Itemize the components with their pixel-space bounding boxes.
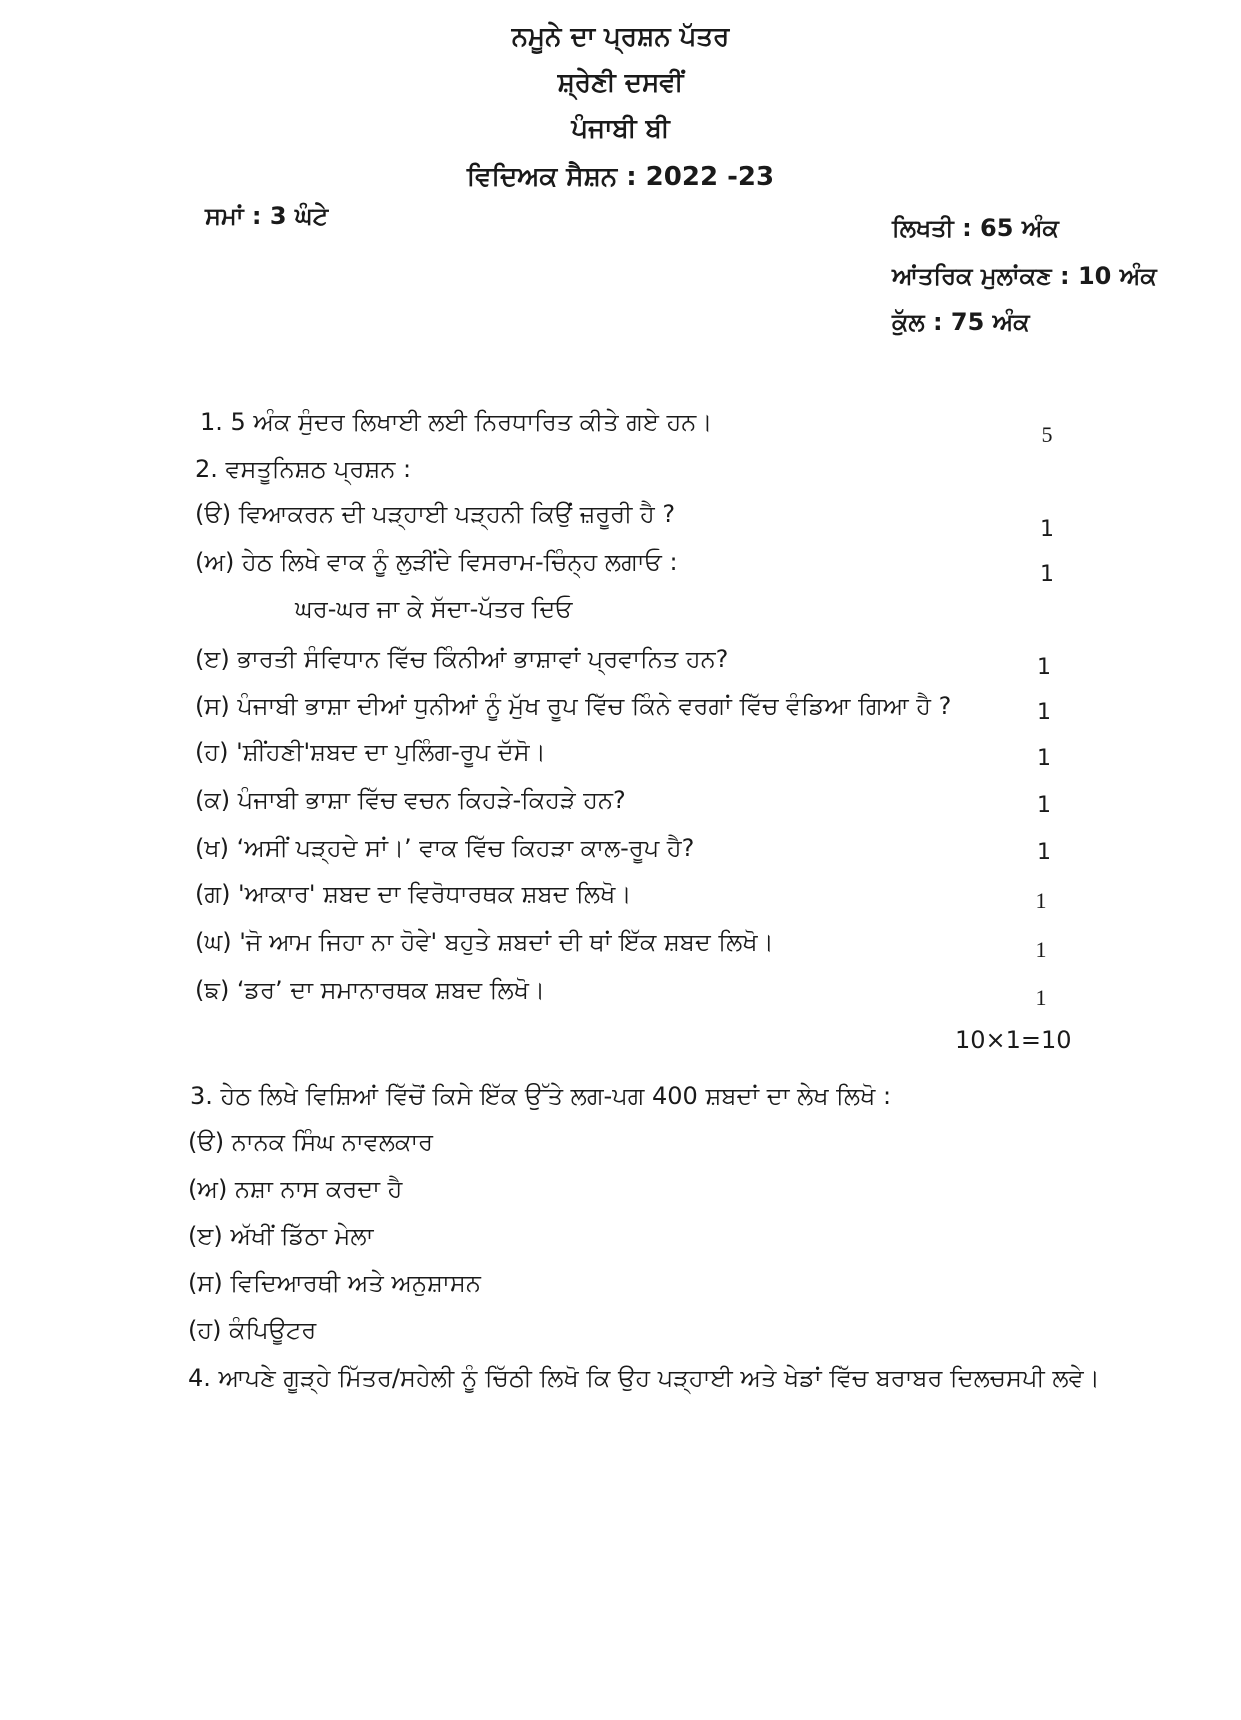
class-label: ਸ਼੍ਰੇਣੀ ਦਸਵੀਂ: [557, 68, 684, 98]
question-2-item-marks: 1: [1037, 746, 1051, 771]
question-2-item-marks: 1: [1040, 517, 1054, 542]
question-2-item: (ਹ) 'ਸ਼ੀਂਹਣੀ'ਸ਼ਬਦ ਦਾ ਪੁਲਿੰਗ-ਰੂਪ ਦੱਸੋ।: [195, 738, 546, 766]
question-2-item-marks: 1: [1037, 793, 1051, 818]
essay-option: (ੲ) ਅੱਖੀਂ ਡਿੱਠਾ ਮੇਲਾ: [188, 1222, 374, 1250]
question-2-item: (ਙ) ‘ਡਰ’ ਦਾ ਸਮਾਨਾਰਥਕ ਸ਼ਬਦ ਲਿਖੋ।: [195, 976, 546, 1004]
essay-option: (ਅ) ਨਸ਼ਾ ਨਾਸ ਕਰਦਾ ਹੈ: [188, 1175, 403, 1203]
question-3-heading: 3. ਹੇਠ ਲਿਖੇ ਵਿਸ਼ਿਆਂ ਵਿੱਚੋਂ ਕਿਸੇ ਇੱਕ ਉੱਤੇ ਲਗ-ਪਗ 400 ਸ਼ਬਦਾਂ ਦਾ ਲੇਖ ਲਿਖੋ :: [190, 1082, 892, 1110]
time-allowed: ਸਮਾਂ : 3 ਘੰਟੇ: [205, 202, 329, 230]
question-2-item: (ਅ) ਹੇਠ ਲਿਖੇ ਵਾਕ ਨੂੰ ਲੁੜੀਂਦੇ ਵਿਸਰਾਮ-ਚਿੰਨ੍ਹ ਲਗਾਓ :: [195, 548, 678, 576]
question-1: 1. 5 ਅੰਕ ਸੁੰਦਰ ਲਿਖਾਈ ਲਈ ਨਿਰਧਾਰਿਤ ਕੀਤੇ ਗਏ ਹਨ।: [200, 408, 713, 436]
essay-option: (ਸ) ਵਿਦਿਆਰਥੀ ਅਤੇ ਅਨੁਸ਼ਾਸਨ: [188, 1269, 481, 1297]
question-2-item-marks: 1: [1037, 840, 1051, 865]
paper-title: ਨਮੂਨੇ ਦਾ ਪ੍ਰਸ਼ਨ ਪੱਤਰ: [511, 22, 730, 52]
question-2-item-marks: 1: [1037, 655, 1051, 680]
question-2-item: (ੳ) ਵਿਆਕਰਨ ਦੀ ਪੜ੍ਹਾਈ ਪੜ੍ਹਨੀ ਕਿਉਂ ਜ਼ਰੂਰੀ ਹੈ ?: [195, 500, 676, 528]
question-4: 4. ਆਪਣੇ ਗੂੜ੍ਹੇ ਮਿੱਤਰ/ਸਹੇਲੀ ਨੂੰ ਚਿੱਠੀ ਲਿਖੋ ਕਿ ਉਹ ਪੜ੍ਹਾਈ ਅਤੇ ਖੇਡਾਂ ਵਿੱਚ ਬਰਾਬਰ ਦਿਲਚਸਪੀ ਲਵੇ।: [188, 1364, 1100, 1392]
subject-label: ਪੰਜਾਬੀ ਬੀ: [571, 114, 670, 144]
session-label: ਵਿਦਿਅਕ ਸੈਸ਼ਨ : 2022 -23: [466, 162, 775, 192]
question-2-item-marks: 1: [1035, 888, 1047, 913]
question-1-marks: 5: [1041, 422, 1053, 447]
question-2-item-marks: 1: [1040, 562, 1054, 587]
question-2-item: (ਸ) ਪੰਜਾਬੀ ਭਾਸ਼ਾ ਦੀਆਂ ਧੁਨੀਆਂ ਨੂੰ ਮੁੱਖ ਰੂਪ ਵਿੱਚ ਕਿੰਨੇ ਵਰਗਾਂ ਵਿੱਚ ਵੰਡਿਆ ਗਿਆ ਹੈ ?: [195, 692, 952, 720]
essay-option: (ਹ) ਕੰਪਿਊਟਰ: [188, 1316, 317, 1344]
essay-option: (ੳ) ਨਾਨਕ ਸਿੰਘ ਨਾਵਲਕਾਰ: [188, 1128, 434, 1156]
internal-assessment-marks: ਆਂਤਰਿਕ ਮੁਲਾਂਕਣ : 10 ਅੰਕ: [892, 262, 1157, 290]
question-2-heading: 2. ਵਸਤੂਨਿਸ਼ਠ ਪ੍ਰਸ਼ਨ :: [195, 455, 412, 483]
total-marks: ਕੁੱਲ : 75 ਅੰਕ: [892, 308, 1030, 336]
question-2-item: (ਖ) ‘ਅਸੀਂ ਪੜ੍ਹਦੇ ਸਾਂ।’ ਵਾਕ ਵਿੱਚ ਕਿਹੜਾ ਕਾਲ-ਰੂਪ ਹੈ?: [195, 834, 695, 862]
written-marks: ਲਿਖਤੀ : 65 ਅੰਕ: [892, 214, 1059, 242]
question-2-item-marks: 1: [1037, 700, 1051, 725]
question-2-item-marks: 1: [1035, 985, 1047, 1010]
question-2-item: (ੲ) ਭਾਰਤੀ ਸੰਵਿਧਾਨ ਵਿੱਚ ਕਿੰਨੀਆਂ ਭਾਸ਼ਾਵਾਂ ਪ੍ਰਵਾਨਿਤ ਹਨ?: [195, 645, 729, 673]
question-2-item: (ਘ) 'ਜੋ ਆਮ ਜਿਹਾ ਨਾ ਹੋਵੇ' ਬਹੁਤੇ ਸ਼ਬਦਾਂ ਦੀ ਥਾਂ ਇੱਕ ਸ਼ਬਦ ਲਿਖੋ।: [195, 928, 774, 956]
question-2-item-marks: 1: [1035, 937, 1047, 962]
question-2-item: (ਕ) ਪੰਜਾਬੀ ਭਾਸ਼ਾ ਵਿੱਚ ਵਚਨ ਕਿਹੜੇ-ਕਿਹੜੇ ਹਨ?: [195, 786, 626, 814]
question-2-total: 10×1=10: [955, 1026, 1072, 1054]
punctuation-sentence: ਘਰ-ਘਰ ਜਾ ਕੇ ਸੱਦਾ-ਪੱਤਰ ਦਿਓ: [295, 595, 573, 623]
question-2-item: (ਗ) 'ਆਕਾਰ' ਸ਼ਬਦ ਦਾ ਵਿਰੋਧਾਰਥਕ ਸ਼ਬਦ ਲਿਖੋ।: [195, 880, 632, 908]
